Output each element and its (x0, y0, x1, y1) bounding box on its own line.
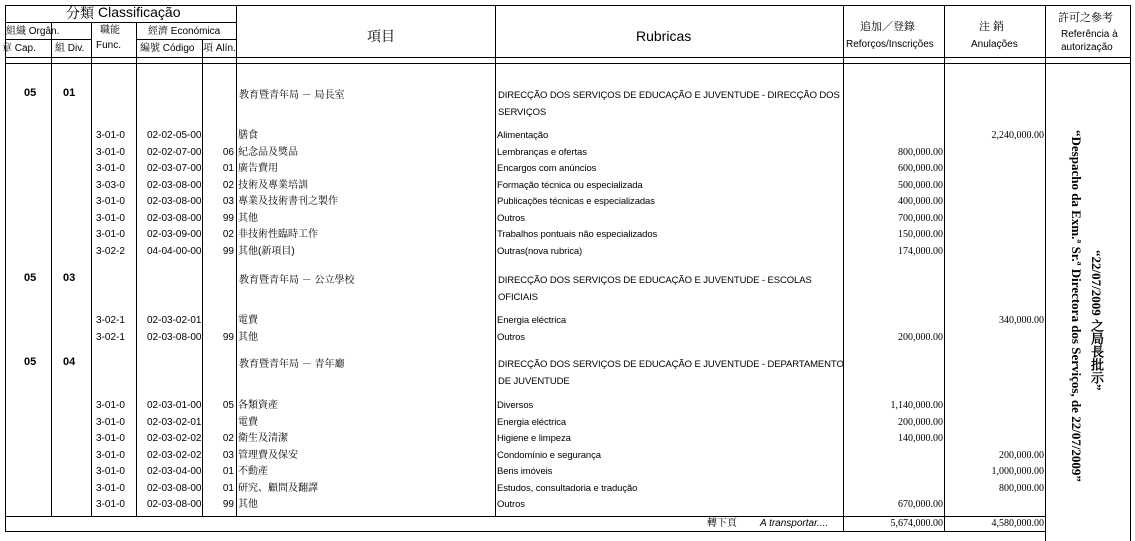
grid-line-vertical (5, 5, 6, 531)
section-rubrica-line2: SERVIÇOS (498, 107, 547, 118)
section-item-zh: 教育暨青年局 － 公立學校 (239, 275, 355, 286)
header-funcional-pt: Func. (96, 40, 122, 51)
grid-line-vertical (843, 5, 844, 531)
row-reforcos: 200,000.00 (898, 417, 943, 428)
row-func: 3-01-0 (96, 196, 125, 207)
header-economica: 經濟 Económica (148, 26, 221, 37)
header-referencia-zh: 許可之參考 (1058, 12, 1113, 24)
grid-line-vertical (236, 5, 237, 516)
header-funcional-zh: 職能 (100, 25, 120, 36)
row-rubrica: Bens imóveis (497, 466, 553, 477)
row-alinea: 99 (222, 213, 234, 224)
authorization-text-zh: “22/07/2009 之局長批示” (1089, 250, 1104, 391)
grid-line-vertical (1130, 5, 1131, 541)
row-item-zh: 膳食 (238, 130, 258, 141)
row-func: 3-01-0 (96, 466, 125, 477)
row-anulacoes: 800,000.00 (999, 483, 1044, 494)
footer-transport-zh: 轉下頁 (707, 518, 737, 529)
row-codigo: 02-02-05-00 (147, 130, 202, 141)
row-alinea: 02 (222, 180, 234, 191)
header-rubricas: Rubricas (636, 28, 692, 44)
row-reforcos: 600,000.00 (898, 163, 943, 174)
row-codigo: 02-03-02-01 (147, 315, 202, 326)
row-reforcos: 140,000.00 (898, 433, 943, 444)
grid-line-horizontal (5, 39, 91, 40)
row-reforcos: 200,000.00 (898, 332, 943, 343)
row-func: 3-01-0 (96, 229, 125, 240)
grid-line-vertical (495, 5, 496, 516)
row-reforcos: 670,000.00 (898, 499, 943, 510)
row-alinea: 01 (222, 466, 234, 477)
row-item-zh: 不動產 (238, 466, 268, 477)
row-rubrica: Trabalhos pontuais não especializados (497, 229, 658, 240)
row-rubrica: Condomínio e segurança (497, 450, 601, 461)
grid-line-vertical (136, 22, 137, 516)
row-func: 3-01-0 (96, 163, 125, 174)
row-func: 3-02-1 (96, 315, 125, 326)
row-item-zh: 技術及專業培訓 (238, 180, 308, 191)
section-div: 01 (63, 87, 76, 99)
row-func: 3-01-0 (96, 400, 125, 411)
section-div: 03 (63, 272, 76, 284)
section-rubrica-line1: DIRECÇÃO DOS SERVIÇOS DE EDUCAÇÃO E JUVENTUDE - DIRECÇÃO DOS (498, 90, 840, 101)
row-rubrica: Outras(nova rubrica) (497, 246, 583, 257)
row-item-zh: 廣告費用 (238, 163, 278, 174)
row-func: 3-01-0 (96, 483, 125, 494)
footer-total-anulacoes: 4,580,000.00 (991, 518, 1044, 529)
grid-line-horizontal (136, 39, 236, 40)
row-alinea: 03 (222, 196, 234, 207)
grid-line-vertical (1045, 5, 1046, 541)
header-div: 組 Div. (55, 43, 85, 54)
footer-total-reforcos: 5,674,000.00 (890, 518, 943, 529)
section-cap: 05 (24, 87, 37, 99)
row-item-zh: 各類資產 (238, 400, 278, 411)
row-rubrica: Outros (497, 332, 525, 343)
grid-line-horizontal (5, 57, 1130, 58)
grid-line-vertical (91, 22, 92, 516)
header-reforcos-zh: 追加／登錄 (860, 21, 915, 33)
row-item-zh: 其他 (238, 499, 258, 510)
row-func: 3-01-0 (96, 417, 125, 428)
header-organica: 組織 Orgân. (6, 26, 60, 37)
row-codigo: 02-03-08-00 (147, 499, 202, 510)
row-reforcos: 1,140,000.00 (890, 400, 943, 411)
header-classificacao-zh: 分類 (66, 5, 94, 21)
row-reforcos: 500,000.00 (898, 180, 943, 191)
row-func: 3-01-0 (96, 433, 125, 444)
row-codigo: 02-03-02-01 (147, 417, 202, 428)
header-item-zh: 項目 (367, 28, 395, 44)
row-reforcos: 800,000.00 (898, 147, 943, 158)
row-item-zh: 電費 (238, 315, 258, 326)
row-codigo: 02-03-08-00 (147, 213, 202, 224)
grid-line-horizontal (5, 531, 1045, 532)
row-anulacoes: 200,000.00 (999, 450, 1044, 461)
row-item-zh: 其他(新項目) (238, 246, 295, 257)
header-codigo: 編號 Código (140, 43, 195, 54)
row-item-zh: 其他 (238, 332, 258, 343)
row-rubrica: Outros (497, 499, 525, 510)
row-rubrica: Formação técnica ou especializada (497, 180, 643, 191)
row-codigo: 02-02-07-00 (147, 147, 202, 158)
row-alinea: 01 (222, 483, 234, 494)
section-item-zh: 教育暨青年局 － 青年廳 (239, 359, 345, 370)
row-rubrica: Higiene e limpeza (497, 433, 571, 444)
header-referencia-pt2: autorização (1061, 42, 1113, 53)
row-rubrica: Estudos, consultadoria e tradução (497, 483, 638, 494)
row-func: 3-02-2 (96, 246, 125, 257)
authorization-text-pt: “Despacho da Exm.ª Sr.ª Directora dos Serviços, de 22/07/2009” (1069, 130, 1084, 482)
row-item-zh: 管理費及保安 (238, 450, 298, 461)
row-codigo: 02-03-08-00 (147, 180, 202, 191)
section-cap: 05 (24, 272, 37, 284)
row-func: 3-01-0 (96, 147, 125, 158)
row-codigo: 02-03-08-00 (147, 483, 202, 494)
section-rubrica-line1: DIRECÇÃO DOS SERVIÇOS DE EDUCAÇÃO E JUVENTUDE - DEPARTAMENTO (498, 359, 844, 370)
row-rubrica: Energia eléctrica (497, 315, 567, 326)
row-item-zh: 其他 (238, 213, 258, 224)
row-alinea: 06 (222, 147, 234, 158)
row-alinea: 99 (222, 332, 234, 343)
header-anulacoes-pt: Anulações (971, 39, 1018, 50)
row-alinea: 99 (222, 246, 234, 257)
row-rubrica: Outros (497, 213, 525, 224)
row-func: 3-01-0 (96, 450, 125, 461)
row-reforcos: 700,000.00 (898, 213, 943, 224)
row-codigo: 04-04-00-00 (147, 246, 202, 257)
header-referencia-pt1: Referência à (1061, 29, 1118, 40)
row-codigo: 02-03-08-00 (147, 196, 202, 207)
row-alinea: 05 (222, 400, 234, 411)
row-codigo: 02-03-07-00 (147, 163, 202, 174)
row-rubrica: Publicações técnicas e especializadas (497, 196, 655, 207)
header-reforcos-pt: Reforços/Inscrições (846, 39, 934, 50)
section-rubrica-line2: DE JUVENTUDE (498, 376, 570, 387)
row-item-zh: 非技術性臨時工作 (238, 229, 318, 240)
grid-line-horizontal (5, 63, 1130, 64)
section-rubrica-line1: DIRECÇÃO DOS SERVIÇOS DE EDUCAÇÃO E JUVENTUDE - ESCOLAS (498, 275, 812, 286)
row-func: 3-03-0 (96, 180, 125, 191)
row-alinea: 02 (222, 433, 234, 444)
row-alinea: 02 (222, 229, 234, 240)
section-rubrica-line2: OFICIAIS (498, 292, 538, 303)
row-rubrica: Alimentação (497, 130, 549, 141)
section-div: 04 (63, 356, 76, 368)
row-alinea: 01 (222, 163, 234, 174)
row-codigo: 02-03-02-02 (147, 450, 202, 461)
section-item-zh: 教育暨青年局 － 局長室 (239, 90, 345, 101)
header-classificacao-pt: Classificação (98, 4, 181, 20)
grid-line-vertical (202, 39, 203, 516)
header-alinea: 項 Alín. (203, 43, 236, 54)
grid-line-vertical (51, 22, 52, 516)
row-item-zh: 衛生及清潔 (238, 433, 288, 444)
row-item-zh: 紀念品及獎品 (238, 147, 298, 158)
row-func: 3-01-0 (96, 213, 125, 224)
row-reforcos: 174,000.00 (898, 246, 943, 257)
row-item-zh: 專業及技術書刊之製作 (238, 196, 338, 207)
row-codigo: 02-03-08-00 (147, 332, 202, 343)
row-codigo: 02-03-09-00 (147, 229, 202, 240)
row-rubrica: Lembranças e ofertas (497, 147, 587, 158)
row-alinea: 03 (222, 450, 234, 461)
section-cap: 05 (24, 356, 37, 368)
row-rubrica: Diversos (497, 400, 534, 411)
row-rubrica: Encargos com anúncios (497, 163, 597, 174)
header-cap: 章 Cap. (2, 43, 36, 54)
header-anulacoes-zh: 注 銷 (979, 21, 1005, 33)
row-codigo: 02-03-02-02 (147, 433, 202, 444)
footer-transport-pt: A transportar.... (760, 518, 829, 529)
row-func: 3-02-1 (96, 332, 125, 343)
row-anulacoes: 340,000.00 (999, 315, 1044, 326)
row-anulacoes: 1,000,000.00 (991, 466, 1044, 477)
row-codigo: 02-03-01-00 (147, 400, 202, 411)
row-alinea: 99 (222, 499, 234, 510)
row-reforcos: 400,000.00 (898, 196, 943, 207)
row-rubrica: Energia eléctrica (497, 417, 567, 428)
row-item-zh: 研究、顧問及翻譯 (238, 483, 318, 494)
row-func: 3-01-0 (96, 130, 125, 141)
row-func: 3-01-0 (96, 499, 125, 510)
grid-line-horizontal (5, 516, 1045, 517)
row-reforcos: 150,000.00 (898, 229, 943, 240)
row-item-zh: 電費 (238, 417, 258, 428)
grid-line-horizontal (5, 22, 236, 23)
row-anulacoes: 2,240,000.00 (991, 130, 1044, 141)
row-codigo: 02-03-04-00 (147, 466, 202, 477)
